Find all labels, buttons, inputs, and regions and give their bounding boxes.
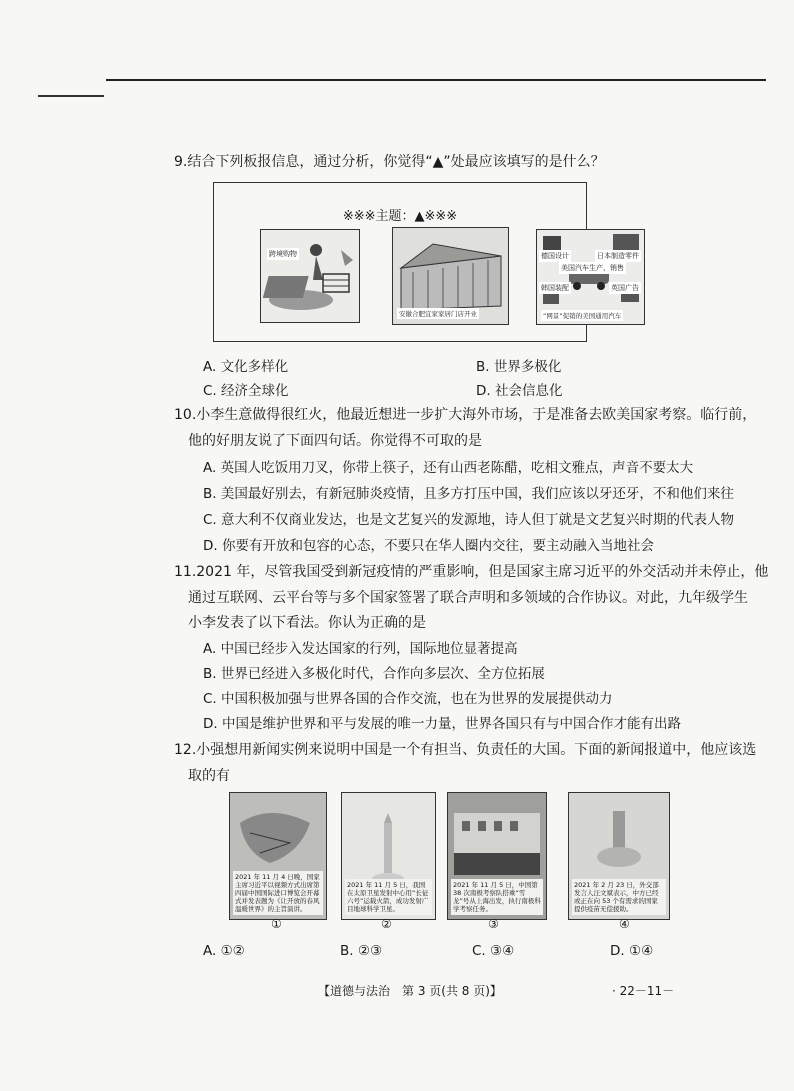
car-label-usa: 美国汽车生产、销售 [561, 264, 624, 272]
q12-option-c[interactable]: C. ③④ [472, 943, 515, 959]
q10-option-d[interactable]: D. 你要有开放和包容的心态，不要只在华人圈内交往，要主动融入当地社会 [203, 538, 654, 554]
news-number-2: ② [381, 917, 392, 931]
news-image-3 [447, 792, 547, 920]
top-rule [106, 79, 766, 81]
news-number-3: ③ [488, 917, 499, 931]
q10-option-c[interactable]: C. 意大利不仅商业发达，也是文艺复兴的发源地，诗人但丁就是文艺复兴时期的代表人物 [203, 512, 735, 528]
car-label-korea: 韩国装配 [541, 284, 569, 292]
q12-option-a[interactable]: A. ①② [203, 943, 245, 959]
car-label-uk: 英国广告 [611, 284, 639, 292]
q9-stem: 9.结合下列板报信息，通过分析，你觉得“▲”处最应该填写的是什么？ [174, 154, 605, 170]
q11-option-a[interactable]: A. 中国已经步入发达国家的行列，国际地位显著提高 [203, 641, 518, 657]
news-caption-2: 2021 年 11 月 5 日，我国在太原卫星发射中心用“长征六号”运载火箭，成功发射广目地球科学卫星。 [345, 879, 432, 915]
car-label-japan: 日本制造零件 [597, 252, 639, 260]
board-image-car [536, 229, 645, 325]
q11-stem-line1: 11.2021 年，尽管我国受到新冠疫情的严重影响，但是国家主席习近平的外交活动并未停止，他 [174, 564, 769, 580]
board-image-shopping [260, 229, 360, 323]
q9-option-a[interactable]: A. 文化多样化 [203, 359, 289, 375]
car-caption: “网景”促销的美国通用汽车 [543, 312, 622, 320]
q9-option-b[interactable]: B. 世界多极化 [476, 359, 562, 375]
car-label-germany: 德国设计 [541, 252, 569, 260]
q11-stem-line3: 小李发表了以下看法。你认为正确的是 [188, 615, 426, 631]
q11-option-d[interactable]: D. 中国是维护世界和平与发展的唯一力量，世界各国只有与中国合作才能有出路 [203, 716, 681, 732]
q11-option-b[interactable]: B. 世界已经进入多极化时代，合作向多层次、全方位拓展 [203, 666, 545, 682]
news-caption-1: 2021 年 11 月 4 日晚，国家主席习近平以视频方式出席第四届中国国际进口博览会开幕式并发表题为《让开放的春风温暖世界》的主旨演讲。 [233, 871, 323, 915]
news-image-4 [568, 792, 670, 920]
q10-option-b[interactable]: B. 美国最好别去，有新冠肺炎疫情，且多方打压中国，我们应该以牙还牙，不和他们来往 [203, 486, 734, 502]
news-caption-3: 2021 年 11 月 5 日，中国第 38 次南极考察队搭乘“雪龙”号从上海出发，执行南极科学考察任务。 [451, 879, 543, 915]
q9-option-d[interactable]: D. 社会信息化 [476, 383, 563, 399]
board-title: ※※※主题：▲※※※ [342, 209, 458, 224]
news-image-2 [341, 792, 436, 920]
q10-stem-line1: 10.小李生意做得很红火，他最近想进一步扩大海外市场，于是准备去欧美国家考察。临行前， [174, 407, 757, 423]
q12-stem-line1: 12.小强想用新闻实例来说明中国是一个有担当、负责任的大国。下面的新闻报道中，他应该选 [174, 742, 757, 758]
q11-option-c[interactable]: C. 中国积极加强与世界各国的合作交流，也在为世界的发展提供动力 [203, 691, 613, 707]
shopping-illustration [261, 230, 359, 322]
q11-stem-line2: 通过互联网、云平台等与多个国家签署了联合声明和多领域的合作协议。对此，九年级学生 [188, 590, 748, 606]
store-caption: 安徽合肥宜家家居门店开业 [399, 310, 477, 318]
q10-stem-line2: 他的好朋友说了下面四句话。你觉得不可取的是 [188, 433, 482, 449]
board-image-store [392, 227, 509, 325]
page-code: · 22－11－ [612, 984, 675, 998]
news-number-4: ④ [619, 917, 630, 931]
q12-stem-line2: 取的有 [188, 768, 230, 784]
shopping-label: 跨境购物 [269, 250, 297, 258]
q9-board [213, 182, 639, 342]
q12-option-b[interactable]: B. ②③ [340, 943, 383, 959]
news-image-1 [229, 792, 327, 920]
news-caption-4: 2021 年 2 月 23 日，外交部发言人汪文斌表示，中方已经或正在向 53 个有需求的国家提供疫苗无偿援助。 [572, 879, 666, 915]
q9-option-c[interactable]: C. 经济全球化 [203, 383, 289, 399]
q12-option-d[interactable]: D. ①④ [610, 943, 654, 959]
news-number-1: ① [271, 917, 282, 931]
page-footer: 【道德与法治 第 3 页(共 8 页)】 [318, 984, 502, 998]
q10-option-a[interactable]: A. 英国人吃饭用刀叉，你带上筷子，还有山西老陈醋，吃相文雅点，声音不要太大 [203, 460, 694, 476]
left-rule [38, 95, 104, 97]
